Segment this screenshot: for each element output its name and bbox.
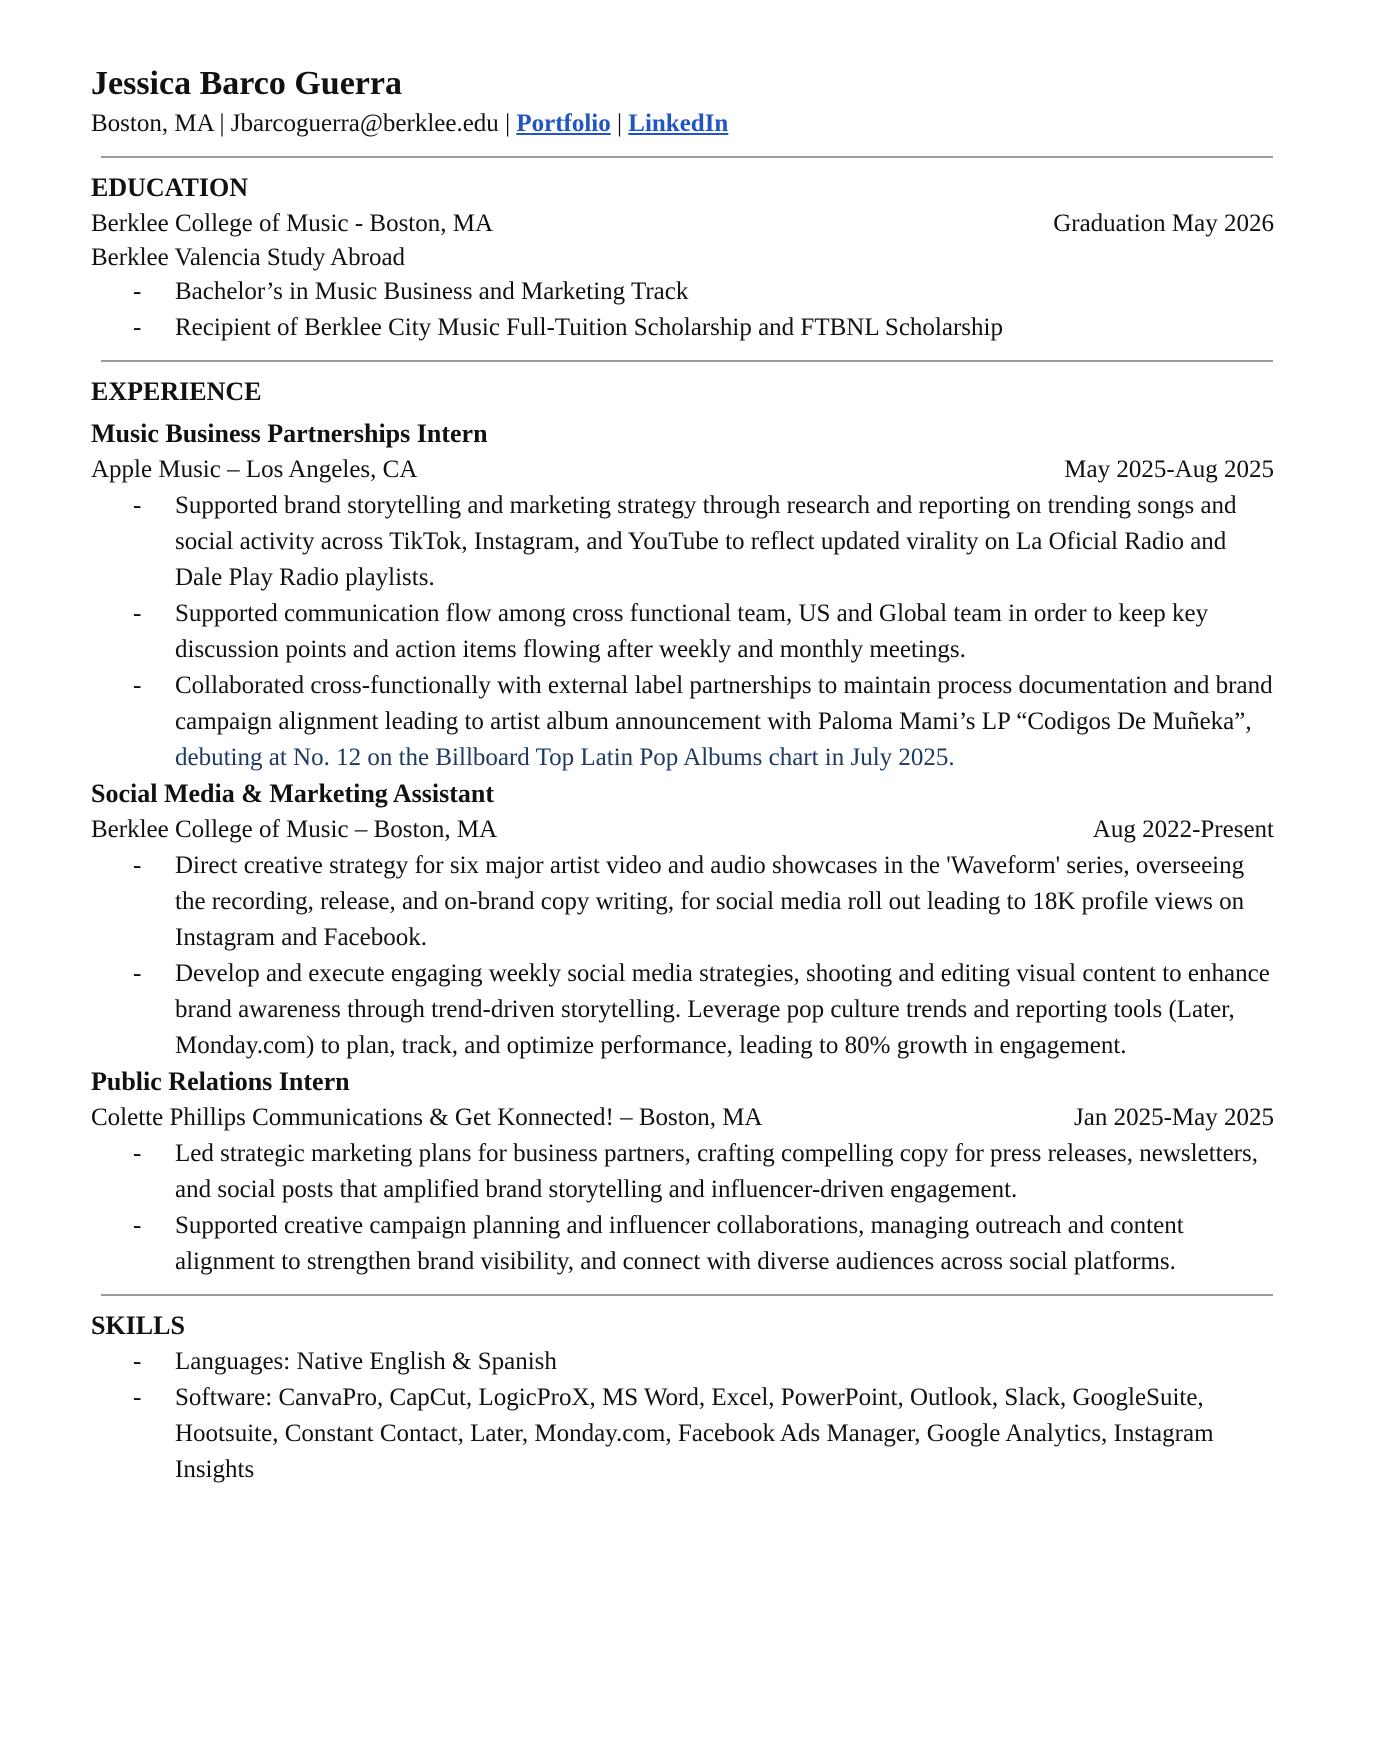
education-school: Berklee College of Music - Boston, MA (91, 210, 494, 237)
portfolio-link[interactable]: Portfolio (516, 110, 611, 137)
job-org-row (91, 812, 1274, 848)
divider (101, 1294, 1273, 1296)
candidate-name: Jessica Barco Guerra (91, 65, 402, 102)
job-dates: May 2025-Aug 2025 (1064, 456, 1274, 483)
job-title: Public Relations Intern (91, 1067, 350, 1096)
job-title: Music Business Partnerships Intern (91, 419, 488, 448)
education-bullets (91, 274, 1274, 346)
job-bullets (91, 488, 1274, 776)
job-bullets (91, 1136, 1274, 1280)
experience-heading: EXPERIENCE (91, 377, 262, 406)
education-graduation: Graduation May 2026 (1053, 210, 1274, 237)
separator: | (610, 110, 629, 137)
job-org-row (91, 1100, 1274, 1136)
job-bullets (91, 848, 1274, 1064)
job-org: Colette Phillips Communications & Get Konnected! – Boston, MA (91, 1104, 763, 1131)
job-dates: Aug 2022-Present (1092, 816, 1274, 843)
divider (101, 156, 1273, 158)
list-item (133, 668, 1274, 776)
skills-bullets (91, 1344, 1274, 1488)
skills-heading: SKILLS (91, 1311, 185, 1340)
billboard-highlight: debuting at No. 12 on the Billboard Top Latin Pop Albums chart in July 2025. (175, 744, 955, 771)
divider (101, 360, 1273, 362)
job-org: Apple Music – Los Angeles, CA (91, 456, 418, 483)
location: Boston, MA (91, 110, 214, 137)
contact-line (91, 106, 1274, 142)
email: Jbarcoguerra@berklee.edu (230, 110, 499, 137)
list-item: - Recipient of Berklee City Music Full-Tuition Scholarship and FTBNL Scholarship (133, 310, 1274, 346)
list-item: - Led strategic marketing plans for business partners, crafting compelling copy for press releases, newsletters, and social posts that amplified brand storytelling and influencer-driven engagement. (133, 1136, 1274, 1208)
job-dates: Jan 2025-May 2025 (1074, 1104, 1274, 1131)
education-abroad: Berklee Valencia Study Abroad (91, 244, 406, 271)
separator: | (213, 110, 231, 137)
list-item: - Languages: Native English & Spanish (133, 1344, 1274, 1380)
linkedin-link[interactable]: LinkedIn (628, 110, 729, 137)
list-item: - Software: CanvaPro, CapCut, LogicProX, MS Word, Excel, PowerPoint, Outlook, Slack, GoogleSuite, Hootsuite, Constant Contact, Later, Monday.com, Facebook Ads Manager, Google Analytics, Instagram Insights (133, 1380, 1274, 1488)
list-item: - Direct creative strategy for six major artist video and audio showcases in the 'Waveform' series, overseeing the recording, release, and on-brand copy writing, for social media roll out leading to 18K profile views on Instagram and Facebook. (133, 848, 1274, 956)
job-org-row (91, 452, 1274, 488)
education-school-row (91, 206, 1274, 242)
job-org: Berklee College of Music – Boston, MA (91, 816, 498, 843)
list-item: - Bachelor’s in Music Business and Marketing Track (133, 274, 1274, 310)
job-title: Social Media & Marketing Assistant (91, 779, 494, 808)
bullet-text: Collaborated cross-functionally with external label partnerships to maintain process documentation and brand campaign alignment leading to artist album announcement with Paloma Mami’s LP “Codigos De Muñeka”, (175, 672, 1273, 735)
list-item: - Supported brand storytelling and marketing strategy through research and reporting on trending songs and social activity across TikTok, Instagram, and YouTube to reflect updated virality on La Oficial Radio and Dale Play Radio playlists. (133, 488, 1274, 596)
list-item: - Supported communication flow among cross functional team, US and Global team in order to keep key discussion points and action items flowing after weekly and monthly meetings. (133, 596, 1274, 668)
education-heading: EDUCATION (91, 173, 248, 202)
separator: | (498, 110, 517, 137)
list-item: - Develop and execute engaging weekly social media strategies, shooting and editing visual content to enhance brand awareness through trend-driven storytelling. Leverage pop culture trends and reporting tools (Later, Monday.com) to plan, track, and optimize performance, leading to 80% growth in engagement. (133, 956, 1274, 1064)
list-item: - Supported creative campaign planning and influencer collaborations, managing outreach and content alignment to strengthen brand visibility, and connect with diverse audiences across social platforms. (133, 1208, 1274, 1280)
